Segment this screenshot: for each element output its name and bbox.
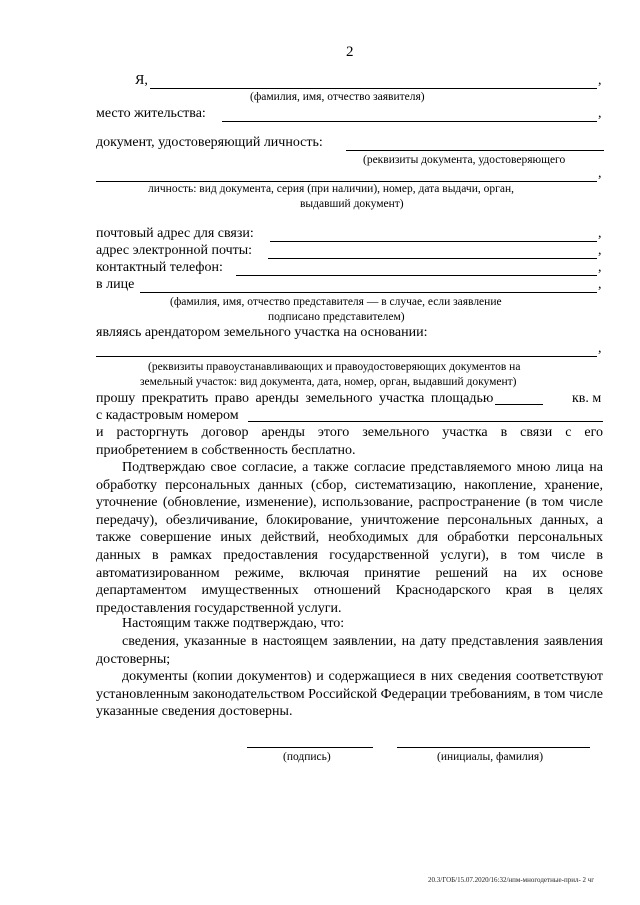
lease-basis-caption-2: земельный участок: вид документа, дата, номер, орган, выдавший документ) [140,376,517,388]
id-document-caption-3: выдавший документ) [300,198,404,210]
applicant-caption: (фамилия, имя, отчество заявителя) [250,91,425,103]
phone-label: контактный телефон: [96,260,223,275]
request-text: прошу прекратить право аренды земельного участка площадью [96,391,494,406]
signature-caption: (подпись) [283,751,331,763]
confirm-intro: Настоящим также подтверждаю, что: [122,616,345,631]
email-line[interactable] [268,258,597,259]
representative-label: в лице [96,277,135,292]
lease-basis-line[interactable] [96,356,597,357]
consent-paragraph: Подтверждаю свое согласие, а также согласие представляемого мною лица на обработку персональных данных (сбор, систематизацию, накопление, хранение, уточнение (обновление, изменение), использование, распространение (в том числе передачу), обезличивание, блокирование, уничтожение персональных данных, а также совершение иных действий, необходимых для обработки персональных данных в рамках предоставления государственной услуги), в том числе в автоматизированном режиме, включая принятие решений на их основе департаментом имущественных отношений Краснодарского края в целях предоставления государственной услуги. [96,460,603,616]
id-document-line-2[interactable] [96,181,597,182]
lease-basis-label: являясь арендатором земельного участка на основании: [96,325,428,340]
area-unit: кв. м [572,391,602,406]
terminate-text: и расторгнуть договор аренды этого земельного участка в связи с его приобретением в собственность бесплатно. [96,425,603,458]
representative-caption-1: (фамилия, имя, отчество представителя — в случае, если заявление [170,296,502,308]
name-caption: (инициалы, фамилия) [437,751,544,763]
postal-address-label: почтовый адрес для связи: [96,226,254,241]
footer-code: 20.3/ГОБ/15.07.2020/16:32/нпм-многодетные-прил- 2 чг [428,876,595,884]
name-line[interactable] [397,747,590,748]
area-line[interactable] [495,404,543,405]
representative-line[interactable] [140,292,597,293]
postal-address-line[interactable] [270,241,597,242]
page-number: 2 [346,44,354,60]
id-document-caption-2: личность: вид документа, серия (при наличии), номер, дата выдачи, орган, [148,183,514,195]
applicant-name-line[interactable] [150,88,597,89]
cadastral-line[interactable] [248,421,603,422]
id-document-caption-1: (реквизиты документа, удостоверяющего [363,154,566,166]
lease-basis-caption-1: (реквизиты правоустанавливающих и правоудостоверяющих документов на [148,361,521,373]
id-document-line[interactable] [346,150,604,151]
phone-line[interactable] [236,275,597,276]
residence-line[interactable] [222,121,597,122]
representative-caption-2: подписано представителем) [268,311,405,323]
id-document-label: документ, удостоверяющий личность: [96,135,323,150]
residence-label: место жительства: [96,106,206,121]
applicant-prefix: Я, [135,73,148,88]
confirm-item-2: документы (копии документов) и содержащиеся в них сведения соответствуют установленным законодательством Российской Федерации требованиям, в том числе указанные сведения достоверны. [96,669,603,720]
confirm-item-1: сведения, указанные в настоящем заявлении, на дату представления заявления достоверны; [96,634,603,667]
signature-line[interactable] [247,747,373,748]
cadastral-label: с кадастровым номером [96,408,239,423]
email-label: адрес электронной почты: [96,243,253,258]
